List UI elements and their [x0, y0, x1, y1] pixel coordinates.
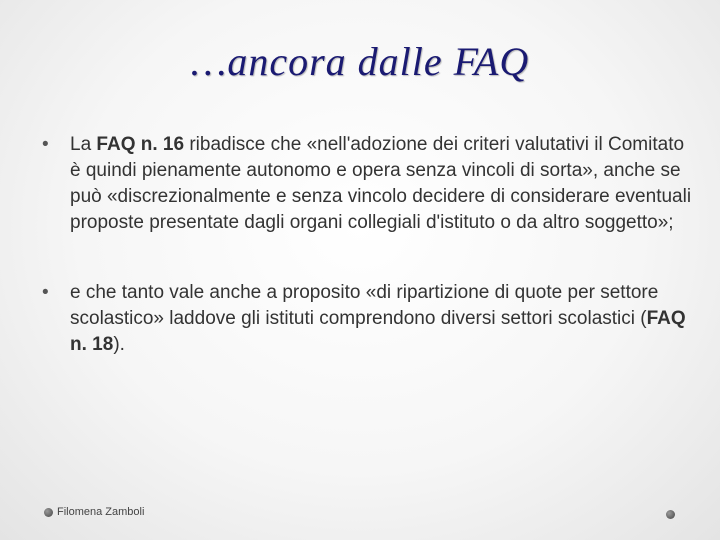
- footer: [44, 506, 144, 518]
- bullet-list: [28, 132, 698, 358]
- bullet-icon: •: [42, 134, 49, 155]
- faq-reference: FAQ n. 18: [70, 308, 686, 355]
- bullet-text: ribadisce che «nell'adozione dei criteri valutativi il Comitato è quindi pienamente autonomo e opera senza vincoli di sorta», anche se può «discrezionalmente e senza vincolo decidere di considerare eventuali proposte presentate dagli organi collegiali d'istituto o da altro soggetto»;: [70, 134, 692, 233]
- bullet-icon: •: [42, 282, 49, 303]
- slide-title: …ancora dalle FAQ: [190, 39, 530, 84]
- circle-icon: [666, 510, 675, 519]
- bullet-item-faq-16: [28, 132, 698, 236]
- faq-reference: FAQ n. 16: [96, 134, 185, 155]
- bullet-item-faq-18: [28, 280, 698, 358]
- bullet-text: ).: [113, 334, 125, 355]
- footer-author: Filomena Zamboli: [57, 506, 145, 518]
- circle-icon: [44, 508, 53, 517]
- bullet-text: La: [70, 134, 97, 155]
- bullet-text: e che tanto vale anche a proposito «di ripartizione di quote per settore scolastico» laddove gli istituti comprendono diversi settori scolastici (: [70, 282, 659, 329]
